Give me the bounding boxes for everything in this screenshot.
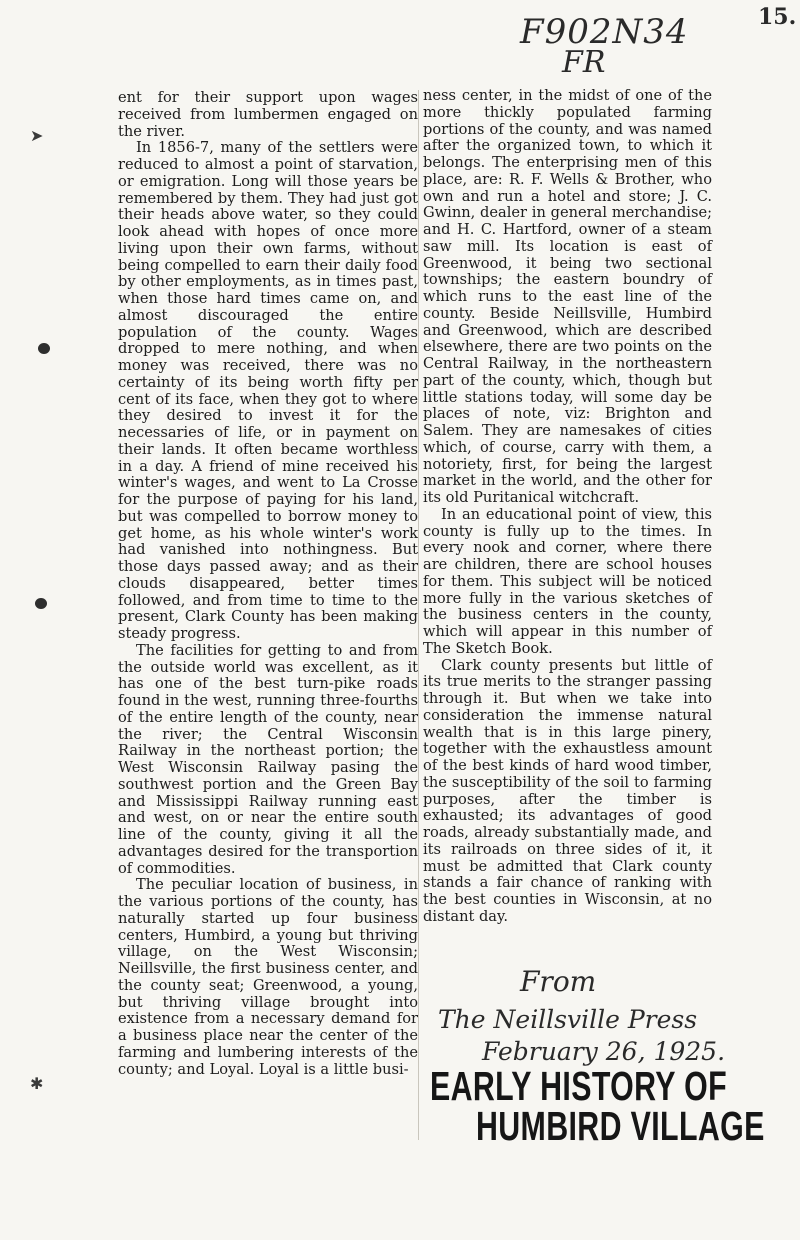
handwritten-from: From [520, 965, 597, 998]
paragraph: In an educational point of view, this county is fully up to the times. In every nook and corner, where there are children, there are school houses for them. This subject will be noticed more fully in the various sketches of the business centers in the county, which will appear in this number of The Sketch Book. [423, 505, 712, 657]
page-number: 15. [758, 4, 797, 30]
headline-line-2: HUMBIRD VILLAGE [476, 1103, 765, 1149]
handwritten-source: The Neillsville Press [438, 1005, 698, 1034]
call-number: F902N34 [520, 12, 689, 52]
paragraph: ness center, in the midst of one of the more thickly populated farming portions of the county, and was named after the organized town, to which it belongs. The enterprising men of this place, are: R. F. Wells & Brother, who own and run a hotel and store; J. C. Gwinn, dealer in general merchandise; and H. C. Hartford, owner of a steam saw mill. Its location is east of Greenwood, it being two sectional townships; the eastern boundry of which runs to the east line of the county. Beside Neillsville, Humbird and Greenwood, which are described elsewhere, there are two points on the Central Railway, in the northeastern part of the county, which, though but little stations today, will some day be places of note, viz: Brighton and Salem. They are namesakes of cities which, of course, carry with them, a notoriety, first, for being the largest market in the world, and the other for its old Puritanical witchcraft. [423, 87, 712, 506]
column-divider [418, 90, 419, 1140]
margin-mark-icon: ✱ [30, 1074, 44, 1093]
headline-line-1: EARLY HISTORY OF [430, 1063, 728, 1109]
handwritten-date: February 26, 1925. [482, 1037, 726, 1066]
call-number-sub: FR [562, 45, 606, 80]
margin-blot-icon [35, 598, 47, 609]
paragraph: In 1856-7, many of the settlers were reduced to almost a point of starvation, or emigration. Long will those years be remembered by them. They had just got their heads above water, so they could look ahead with hopes of once more living upon their own farms, without being compelled to earn their daily food by other employments, as in times past, when those hard times came on, and almost discouraged the entire population of the county. Wages dropped to mere nothing, and when money was received, there was no certainty of its being worth fifty per cent of its face, when they got to where they desired to invest it for the necessaries of life, or in payment on their lands. It often became worthless in a day. A friend of mine received his winter's wages, and went to La Crosse for the purpose of paying for his land, but was compelled to borrow money to get home, as his whole winter's work had vanished into nothingness. But those days passed away; and as their clouds disappeared, better times followed, and from time to time to the present, Clark County has been making steady progress. [118, 139, 418, 642]
margin-arrow-icon: ➤ [30, 126, 44, 145]
paragraph: The facilities for getting to and from the outside world was excellent, as it has one of the best turn-pike roads found in the west, running three-fourths of the entire length of the county, near the river; the Central Wisconsin Railway in the northeast portion; the West Wisconsin Railway pasing the southwest portion and the Green Bay and Mississippi Railway running east and west, on or near the entire south line of the county, giving it all the advantages desired for the transportion of commodities. [118, 641, 418, 877]
margin-blot-icon [38, 343, 50, 354]
paragraph: The peculiar location of business, in the various portions of the county, has naturally started up four business centers, Humbird, a young but thriving village, on the West Wisconsin; Neillsville, the first business center, and the county seat; Greenwood, a young, but thriving village brought into existence from a necessary demand for a business place near the center of the farming and lumbering interests of the county; and Loyal. Loyal is a little busi- [118, 876, 418, 1078]
article-right-column [423, 88, 712, 926]
paragraph: ent for their support upon wages received from lumbermen engaged on the river. [118, 89, 418, 140]
paragraph: Clark county presents but little of its true merits to the stranger passing through it. But when we take into consideration the immense natural wealth that is in this large pinery, together with the exhaustless amount of the best kinds of hard wood timber, the susceptibility of the soil to farming purposes, after the timber is exhausted; its advantages of good roads, already substantially made, and its railroads on three sides of it, it must be admitted that Clark county stands a fair chance of ranking with the best counties in Wisconsin, at no distant day. [423, 656, 712, 925]
article-left-column [118, 90, 418, 1078]
